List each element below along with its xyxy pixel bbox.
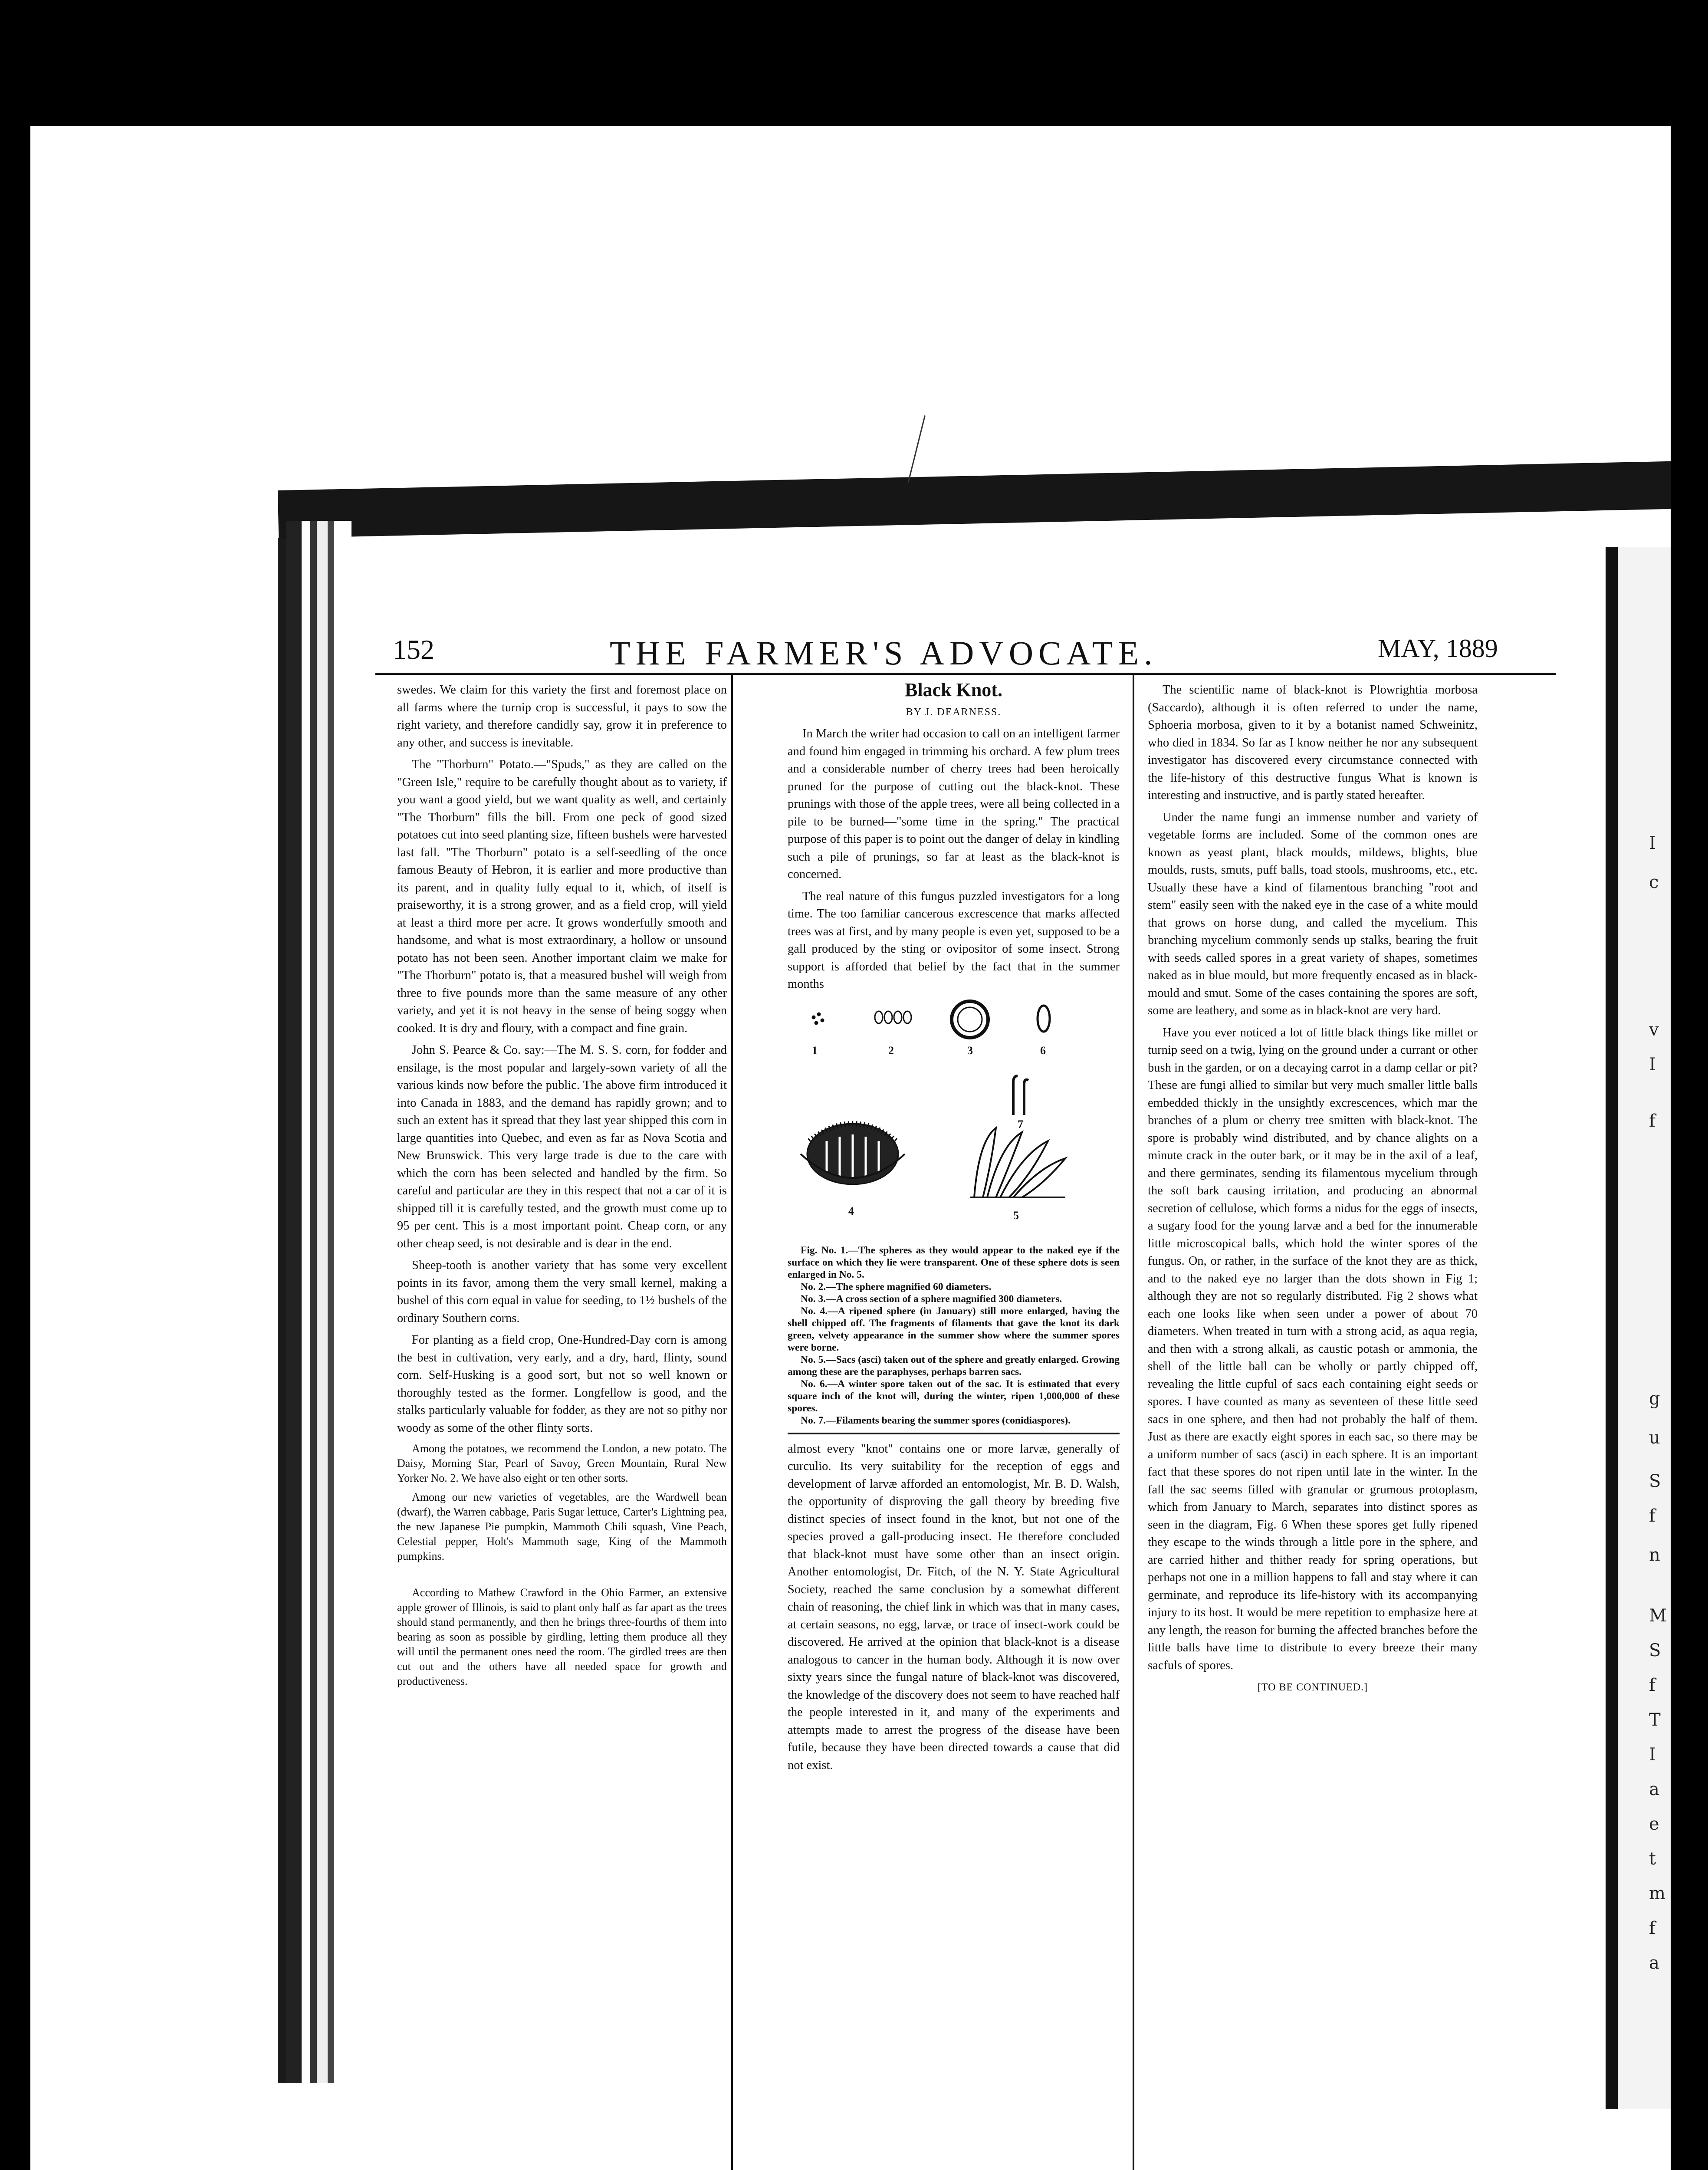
fig-label-1: 1: [812, 1044, 818, 1057]
paragraph: The scientific name of black-knot is Plowrightia morbosa (Saccardo), although it is often referred to under the name, Sphoeria morbosa, given to it by a botanist named Schweinitz, who died in 1834. So far as I know neither he nor any subsequent investigator has discovered every circumstance connected with the life-history of this destructive fungus What is known is interesting and instructive, and is partly stated hereafter.: [1148, 683, 1478, 802]
fig-label-5: 5: [1013, 1209, 1019, 1222]
fragment: t: [1649, 1849, 1656, 1869]
fig-label-2: 2: [888, 1044, 894, 1057]
fragment: n: [1649, 1545, 1660, 1565]
paragraph: John S. Pearce & Co. say:—The M. S. S. corn, for fodder and ensilage, is the most popular and largely-sown variety of all the various kinds now before the public. The above firm introduced it into Canada in 1883, and the demand has rapidly grown; and to such an extent has it spread that they last year shipped this corn in large quantities into Quebec, and even as far as Nova Scotia and New Brunswick. This very large trade is due to the care with which the corn has been selected and handled by the firm. So careful and particular are they in this respect that not a car of it is shipped till it is carefully tested, and the growth must come up to 95 per cent. This is a most important point. Cheap corn, or any other cheap seed, is not desirable and is dear in the end.: [397, 1043, 727, 1250]
column-3: [1148, 681, 1478, 1701]
figure-caption: [788, 1244, 1120, 1427]
fragment: u: [1649, 1428, 1660, 1448]
issue-date: MAY, 1889: [1378, 634, 1498, 663]
caption-line: Fig. No. 1.—The spheres as they would appear to the naked eye if the surface on which they lie were transparent. One of these sphere dots is seen enlarged in No. 5.: [788, 1244, 1120, 1280]
fig-7-filaments: [1013, 1076, 1028, 1115]
fig-label-3: 3: [967, 1044, 973, 1057]
fig-1-dots: [812, 1013, 824, 1024]
fig-3-cross-section: [952, 1001, 988, 1038]
film-border-top: [0, 0, 1708, 126]
fragment: g: [1649, 1389, 1660, 1409]
fragment: f: [1649, 1675, 1655, 1695]
paragraph: For planting as a field crop, One-Hundred-Day corn is among the best in cultivation, very early, and a dry, hard, flinty, sound corn. Self-Husking is a good sort, but not so well known or thoroughly tested as the former. Longfellow is good, and the stalks particularly valuable for fodder, as they are not so pithy nor woody as some of the other flinty sorts.: [397, 1333, 727, 1435]
fragment: v: [1649, 1020, 1659, 1040]
binding-spine: [286, 521, 351, 2083]
fragment: c: [1649, 872, 1659, 892]
paragraph: The "Thorburn" Potato.—"Spuds," as they are called on the "Green Isle," require to be carefully thought about as to variety, if you want a good yield, but we want quality as well, and certainly "The Thorburn" fills the bill. From one peck of good sized potatoes cut into seed planting size, fifteen bushels were harvested last fall. "The Thorburn" potato is a self-seedling of the once famous Beauty of Hebron, it is earlier and more productive than its parent, and in quality fully equal to it, which, of itself is praiseworthy, it is a strong grower, and as a field crop, will yield at least a third more per acre. It grows wonderfully smooth and handsome, and what is most extraordinary, a hollow or unsound potato has not been seen. Another important claim we make for "The Thorburn" potato is, that a measured bushel will weigh from three to five pounds more than the same measure of any other variety, and yet it is not heavy in the sense of being soggy when cooked. It is dry and floury, with a compact and fine grain.: [397, 758, 727, 1035]
fragment: I: [1649, 1055, 1656, 1075]
fig-6-spore: [1038, 1006, 1050, 1032]
fig-label-6: 6: [1040, 1044, 1046, 1057]
paragraph: Among the potatoes, we recommend the London, a new potato. The Daisy, Morning Star, Pearl of Savoy, Green Mountain, Rural New Yorker No. 2. We have also eight or ten other sorts.: [397, 1442, 727, 1484]
continued-note: [TO BE CONTINUED.]: [1257, 1682, 1368, 1693]
paragraph: Among our new varieties of vegetables, are the Wardwell bean (dwarf), the Warren cabbage, Paris Sugar lettuce, Carter's Lightning pea, the new Japanese Pie pumpkin, Mammoth Chili squash, Vine Peach, Celestial pepper, Holt's Mammoth sage, King of the Mammoth pumpkins.: [397, 1491, 727, 1562]
fragment: f: [1649, 1918, 1655, 1938]
caption-line: No. 2.—The sphere magnified 60 diameters.: [801, 1281, 992, 1292]
newspaper-page: [354, 538, 1595, 2170]
paragraph: In March the writer had occasion to call on an intelligent farmer and found him engaged in trimming his orchard. A few plum trees and a considerable number of cherry trees had been heroically pruned for the purpose of cutting out the black-knot. These prunings with those of the apple trees, were all being collected in a pile to be burned—"some time in the spring." The practical purpose of this paper is to point out the danger of delay in kindling such a pile of prunings, so far at least as the black-knot is concerned.: [788, 727, 1120, 881]
paragraph: The real nature of this fungus puzzled investigators for a long time. The too familiar cancerous excrescence that marks affected trees was at first, and by many people is even yet, supposed to be a gall produced by the sting or ovipositor of some insect. Strong support is afforded that belief by the fact that in the summer months: [788, 889, 1120, 991]
caption-line: No. 7.—Filaments bearing the summer spores (conidiaspores).: [801, 1414, 1071, 1426]
fig-label-4: 4: [848, 1204, 854, 1217]
masthead: THE FARMER'S ADVOCATE.: [610, 634, 1158, 672]
paragraph: swedes. We claim for this variety the first and foremost place on all farms where the turnip crop is successful, it pays to sow the right variety, and therefore candidly say, grow it in preference to any other, and success is inevitable.: [397, 683, 727, 750]
caption-line: No. 6.—A winter spore taken out of the sac. It is estimated that every square inch of the knot will, during the winter, ripen 1,000,000 of these spores.: [788, 1378, 1120, 1414]
fragment: m: [1649, 1884, 1665, 1904]
paragraph: Sheep-tooth is another variety that has some very excellent points in its favor, among them the very small kernel, making a bushel of this corn equal in value for seeding, to 1½ bushels of the ordinary Southern corns.: [397, 1259, 727, 1325]
fig-4-ripened-sphere: [801, 1124, 905, 1184]
article-byline: BY J. DEARNESS.: [906, 706, 1002, 718]
fragment: I: [1649, 1745, 1656, 1765]
fig-label-7: 7: [1018, 1118, 1023, 1131]
fragment: a: [1649, 1779, 1659, 1799]
fig-5-sacs: [970, 1128, 1065, 1197]
header-rule: [375, 673, 1556, 675]
page-header: [354, 634, 1595, 673]
page-number: 152: [393, 634, 434, 665]
paragraph: Under the name fungi an immense number and variety of vegetable forms are included. Some of the common ones are known as yeast plant, black moulds, mildews, blights, blue moulds, rusts, smuts, puff balls, toad stools, mushrooms, etc., etc. Usually these have a kind of filamentous branching "root and stem" easily seen with the naked eye in the case of a white mould that grows on horse dung, and called the mycelium. This branching mycelium commonly sends up stalks, bearing the fruit with seeds called spores in a great variety of shapes, sometimes naked as in blue mould, but more frequently encased as in black-mould and smut. Some of the cases containing the spores are soft, some are leathery, and some as in black-knot are very hard.: [1148, 810, 1478, 1017]
film-border-right: [1671, 0, 1708, 2170]
fragment: S: [1649, 1641, 1661, 1660]
film-border-left: [0, 0, 30, 2170]
fragment: a: [1649, 1953, 1659, 1973]
paragraph: almost every "knot" contains one or more larvæ, generally of curculio. Its very suitability for the reception of eggs and development of larvæ afforded an entomologist, Mr. B. D. Walsh, the opportunity of disproving the gall theory by breeding five distinct species of insect found in the knot, but not one of the species proved a gall-producing insect. He therefore concluded that black-knot must have some other than an insect origin. Another entomologist, Dr. Fitch, of the N. Y. State Agricultural Society, reached the same conclusion by a somewhat different chain of reasoning, the chief link in which was that in many cases, at certain seasons, no egg, larvæ, or trace of insect-work could be discovered. He arrived at the opinion that black-knot is a disease analogous to cancer in the human body. Although it is now over sixty years since the fungal nature of black-knot was discovered, the knowledge of the discovery does not seem to have reached half the people interested in it, and many of the experiments and attempts made to arrest the progress of the disease have been futile, because they have been directed towards a cause that did not exist.: [788, 1442, 1120, 1772]
fig-2-spheres: [875, 1011, 911, 1023]
illustration-svg: [788, 998, 1109, 1241]
column-1: [397, 681, 727, 1693]
fragment: T: [1649, 1710, 1661, 1730]
fragment: I: [1649, 833, 1656, 853]
fragment: e: [1649, 1814, 1659, 1834]
column-2: [788, 681, 1120, 1779]
column-rule-1: [731, 674, 733, 2170]
caption-line: No. 3.—A cross section of a sphere magnified 300 diameters.: [801, 1293, 1062, 1305]
fragment: S: [1649, 1471, 1661, 1491]
caption-line: No. 5.—Sacs (asci) taken out of the sphere and greatly enlarged. Growing among these are the paraphyses, perhaps barren sacs.: [788, 1354, 1120, 1378]
black-knot-illustration: [788, 998, 1109, 1241]
article-title: Black Knot.: [905, 679, 1002, 700]
caption-rule: [788, 1433, 1120, 1434]
caption-line: No. 4.—A ripened sphere (in January) still more enlarged, having the shell chipped off. The fragments of filaments that gave the knot its dark green, velvety appearance in the summer show where the summer spores were borne.: [788, 1305, 1120, 1353]
column-rule-2: [1133, 674, 1134, 2170]
paragraph: Have you ever noticed a lot of little black things like millet or turnip seed on a twig, lying on the ground under a currant or other bush in the garden, or on a decaying carrot in a damp cellar or pit? These are fungi allied to similar but very much smaller little balls embedded thickly in the unsightly excrescences, which mar the branches of a plum or cherry tree smitten with black-knot. The spore is probably wind distributed, and by chance alights on a minute crack in the outer bark, or it may be in the axil of a leaf, and there germinates, sending its filamentous mycelium through the soft bark causing irritation, and producing an abnormal secretion of cellulose, which forms a nidus for the eggs of insects, a sugary food for the young larvæ and a bed for the innumerable little microscopical balls, which hold the winter spores of the fungus. On, or rather, in the surface of the knot they are as thick, and to the naked eye no larger than the dots shown in Fig 1; although they are not so regularly distributed. Fig 2 shows what each one looks like when seen under a power of about 70 diameters. When treated in turn with a strong acid, as aqua regia, and then with a strong alkali, as caustic potash or ammonia, the shell of the little ball can be wholly or partly chipped off, revealing the little cupful of sacs each containing eight seeds or spores. I have counted as many as seventeen of these little seed sacs in one sphere, and then had not probably the half of them. Just as there are exactly eight spores in each sac, so there may be a uniform number of sacs (asci) in each sphere. It is an important fact that these spores do not ripen until late in the winter. In the fall the sac seems filled with granular or grumous protoplasm, which from January to March, separates into distinct spores as seen in the diagram, Fig. 6 When these spores get fully ripened they escape to the winds through a little pore in the sphere, and are carried hither and thither ready for spring operations, but perhaps not one in a million happens to fall and stay where it can germinate, and reproduce its life-history with its accompanying injury to its host. It would be mere repetition to emphasize here at any length, the reason for burning the affected branches before the little balls have time to distribute to every breeze their many sacfuls of spores.: [1148, 1026, 1478, 1672]
paragraph: According to Mathew Crawford in the Ohio Farmer, an extensive apple grower of Illinois, is said to plant only half as far apart as the trees should stand permanently, and then he brings three-fourths of them into bearing as soon as possible by girdling, letting them produce all they will until the permanent ones need the room. The girdled trees are then cut out and the others have all needed space for growth and productiveness.: [397, 1586, 727, 1687]
fragment: M: [1649, 1606, 1667, 1626]
fragment: f: [1649, 1111, 1655, 1131]
fragment: f: [1649, 1506, 1655, 1526]
